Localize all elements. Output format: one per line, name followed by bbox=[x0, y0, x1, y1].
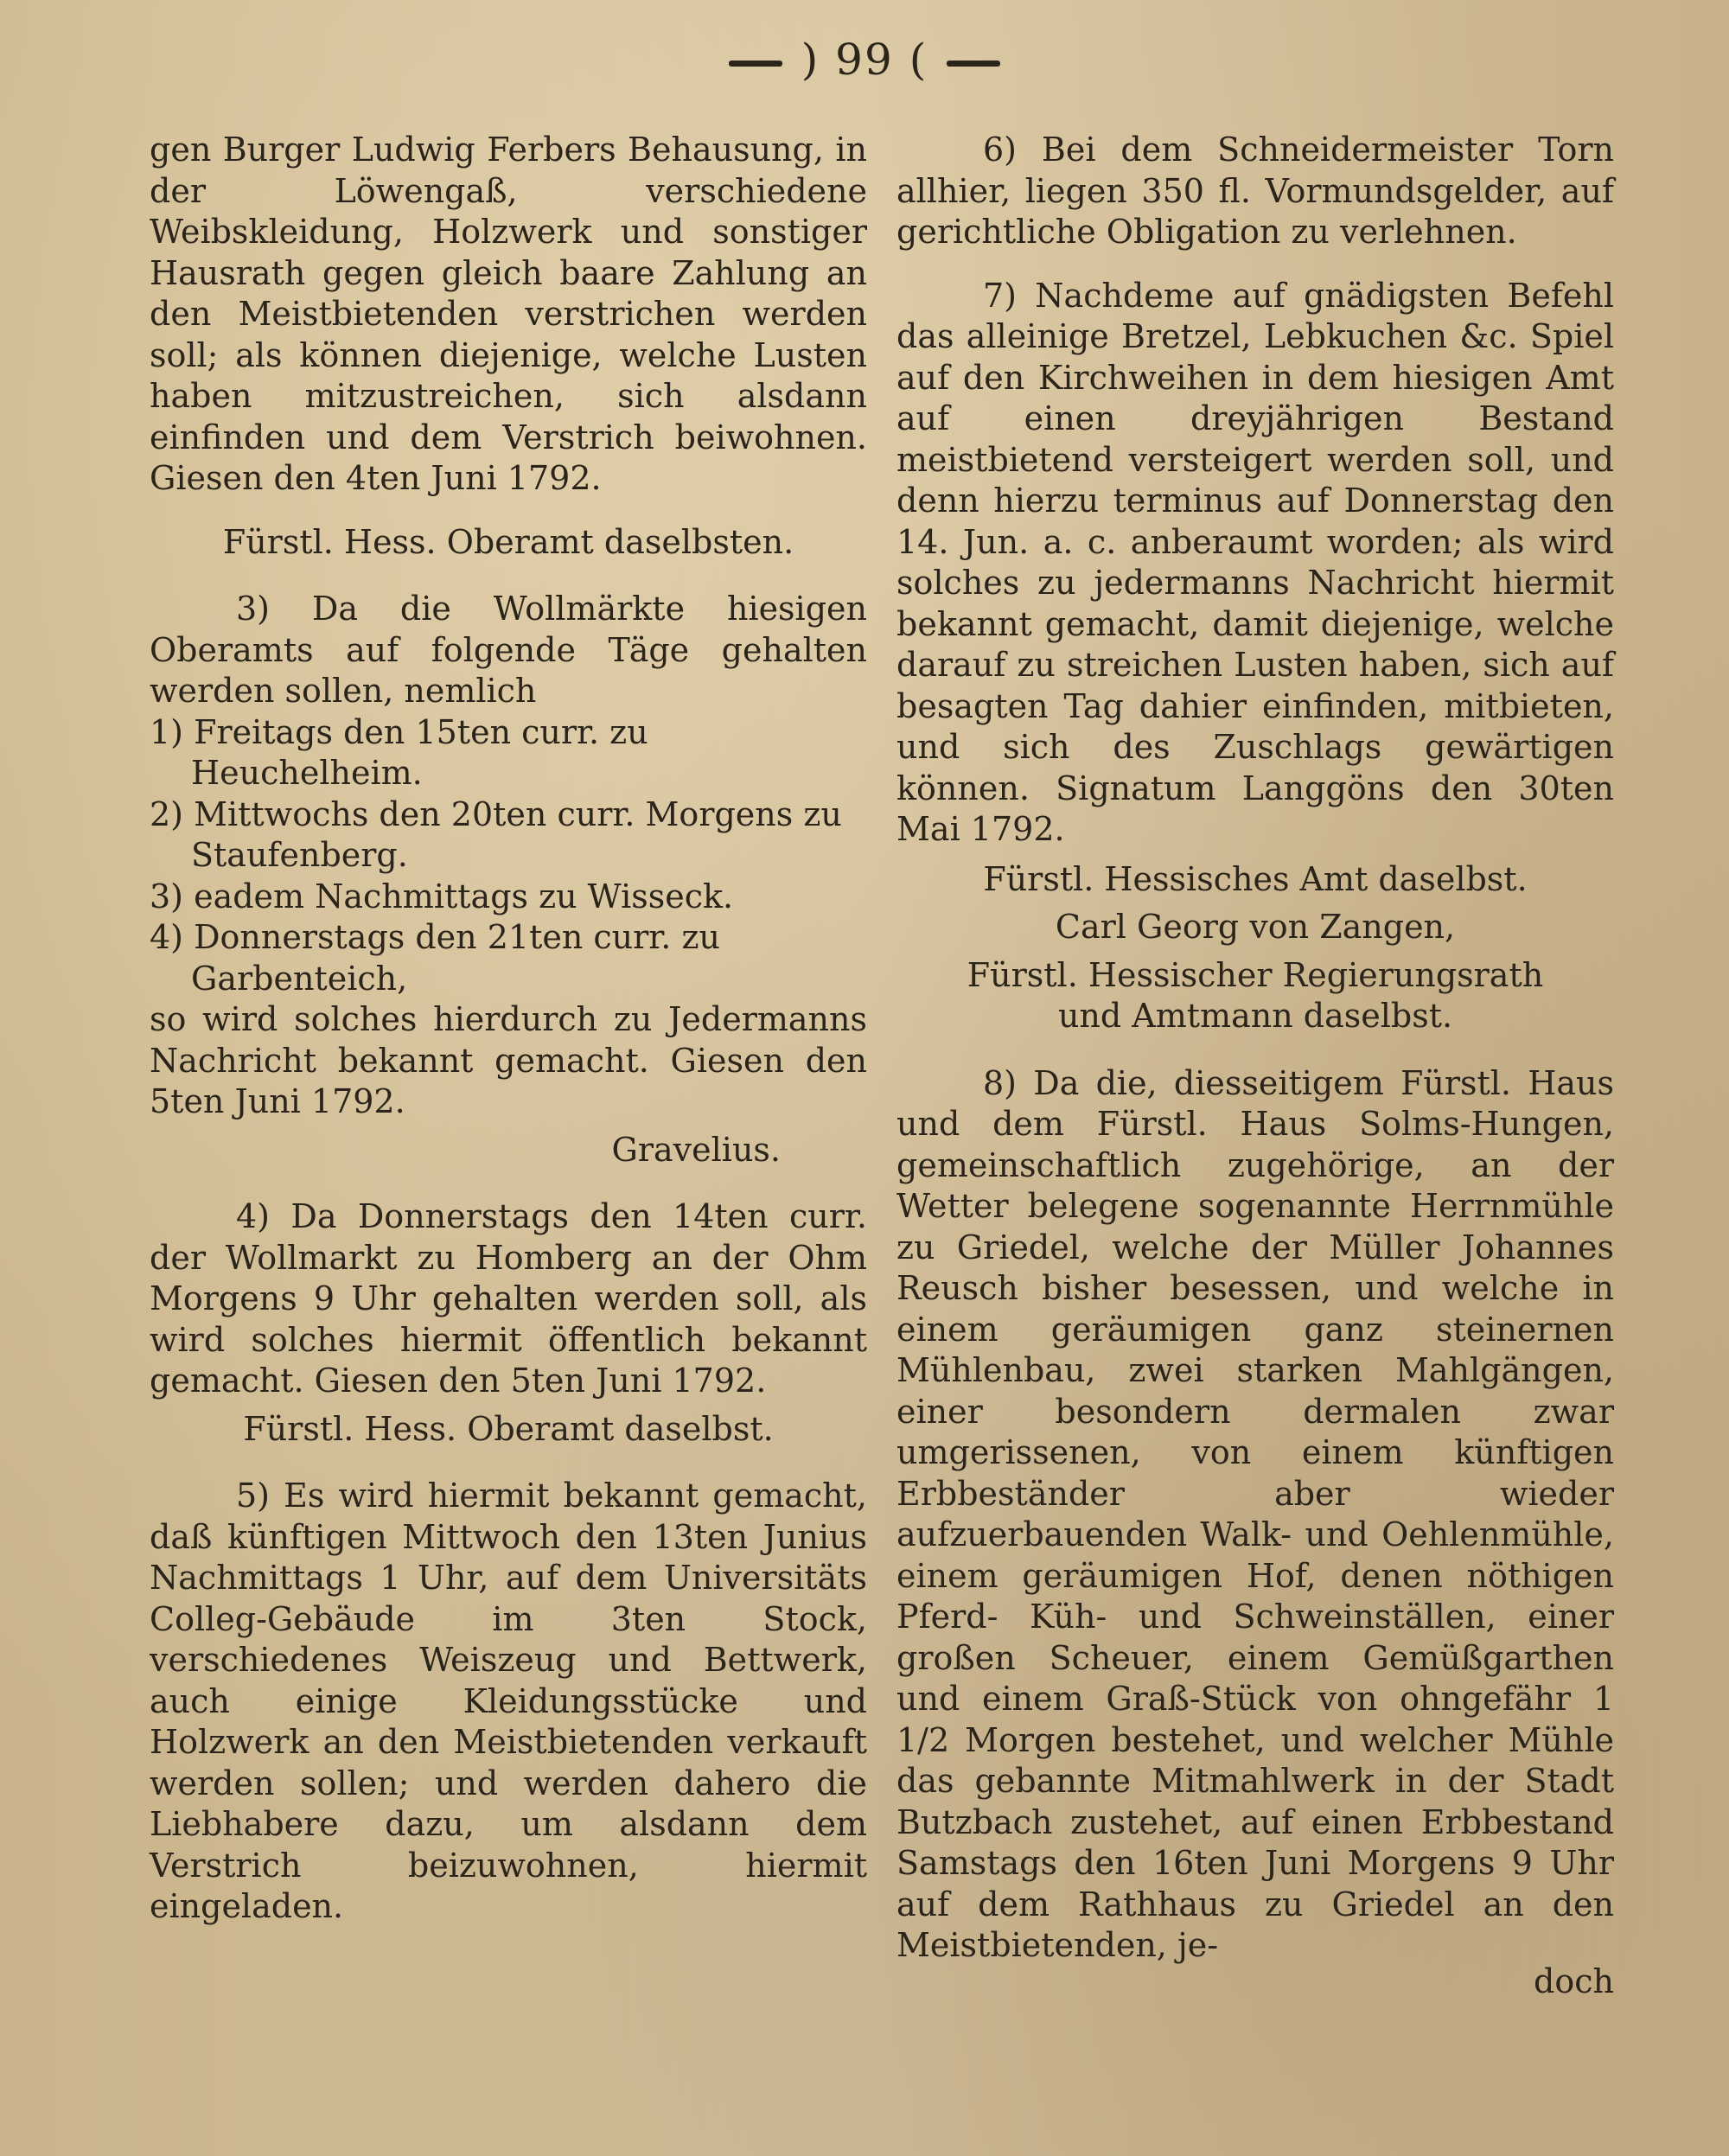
notice-2-signature: Fürstl. Hess. Oberamt daselbsten. bbox=[222, 522, 794, 561]
right-column bbox=[896, 130, 1614, 2002]
market-date-item: 4) Donnerstags den 21ten curr. zu Garbenteich, bbox=[150, 918, 720, 998]
notice-7-signatory: Carl Georg von Zangen, bbox=[1055, 908, 1456, 946]
page-number: ) 99 ( bbox=[801, 35, 928, 85]
notice-4: 4) Da Donnerstags den 14ten curr. der Wollmarkt zu Homberg an der Ohm Morgens 9 Uhr gehalten werden soll, als wird solches hiermit öffentlich bekannt gemacht. Giesen den 5ten Juni 1792. bbox=[150, 1197, 867, 1400]
market-date-item: 1) Freitags den 15ten curr. zu Heuchelheim. bbox=[150, 712, 648, 792]
notice-5: 5) Es wird hiermit bekannt gemacht, daß künftigen Mittwoch den 13ten Junius Nachmittags 1 Uhr, auf dem Universitäts Colleg-Gebäude im 3ten Stock, verschiedenes Weiszeug und Bettwerk, auch einige Kleidungsstücke und Holzwerk an den Meistbietenden verkauft werden sollen; und werden dahero die Liebhabere dazu, um alsdann dem Verstrich beizuwohnen, hiermit eingeladen. bbox=[150, 1477, 867, 1925]
notice-6: 6) Bei dem Schneidermeister Torn allhier, liegen 350 fl. Vormundsgelder, auf gerichtliche Obligation zu verlehnen. bbox=[896, 131, 1614, 251]
catchword: doch bbox=[1534, 1961, 1614, 2000]
notice-4-signature: Fürstl. Hess. Oberamt daselbst. bbox=[243, 1409, 774, 1448]
notice-2-continued: gen Burger Ludwig Ferbers Behausung, in der Löwengaß, verschiedene Weibskleidung, Holzwerk und sonstiger Hausrath gegen gleich baare Zahlung an den Meistbietenden verstrichen werden soll; als können diejenige, welche Lusten haben mitzustreichen, sich alsdann einfinden und dem Verstrich beiwohnen. Giesen den 4ten Juni 1792. bbox=[150, 131, 867, 497]
left-column bbox=[150, 130, 867, 1950]
notice-7: 7) Nachdeme auf gnädigsten Befehl das alleinige Bretzel, Lebkuchen &c. Spiel auf den Kirchweihen in dem hiesigen Amt auf einen dreyjährigen Bestand meistbietend versteigert werden soll, und denn hierzu terminus auf Donnerstag den 14. Jun. a. c. anberaumt worden; als wird solches zu jedermanns Nachricht hiermit bekannt gemacht, damit diejenige, welche darauf zu streichen Lusten haben, sich auf besagten Tag dahier einfinden, mitbieten, und sich des Zuschlags gewärtigen können. Signatum Langgöns den 30ten Mai 1792. bbox=[896, 276, 1614, 848]
notice-7-title: Fürstl. Hessischer Regierungsrath und Amtmann daselbst. bbox=[967, 955, 1544, 1035]
notice-3-signature: Gravelius. bbox=[611, 1130, 781, 1169]
header-rule-right bbox=[947, 61, 1000, 67]
page-header bbox=[0, 35, 1729, 85]
market-date-item: 3) eadem Nachmittags zu Wisseck. bbox=[150, 877, 734, 915]
header-rule-left bbox=[729, 61, 782, 67]
notice-3-tail: so wird solches hierdurch zu Jedermanns Nachricht bekannt gemacht. Giesen den 5ten Juni 1792. bbox=[150, 1000, 867, 1120]
notice-3-intro: 3) Da die Wollmärkte hiesigen Oberamts auf folgende Täge gehalten werden sollen, nemlich bbox=[150, 590, 867, 710]
notice-8: 8) Da die, diesseitigem Fürstl. Haus und dem Fürstl. Haus Solms-Hungen, gemeinschaftlich zugehörige, an der Wetter belegene sogenannte Herrnmühle zu Griedel, welche der Müller Johannes Reusch bisher besessen, und welche in einem geräumigen ganz steinernen Mühlenbau, zwei starken Mahlgängen, einer besondern dermalen zwar umgerissenen, von einem künftigen Erbbeständer aber wieder aufzuerbauenden Walk- und Oehlenmühle, einem geräumigen Hof, denen nöthigen Pferd- Küh- und Schweinställen, einer großen Scheuer, einem Gemüßgarthen und einem Graß-Stück von ohngefähr 1 1/2 Morgen bestehet, und welcher Mühle das gebannte Mitmahlwerk in der Stadt Butzbach zustehet, auf einen Erbbestand Samstags den 16ten Juni Morgens 9 Uhr auf dem Rathhaus zu Griedel an den Meistbietenden, je- bbox=[896, 1063, 1614, 1964]
notice-7-office: Fürstl. Hessisches Amt daselbst. bbox=[983, 859, 1528, 898]
market-dates-list bbox=[150, 712, 867, 1000]
market-date-item: 2) Mittwochs den 20ten curr. Morgens zu Staufenberg. bbox=[150, 794, 842, 874]
